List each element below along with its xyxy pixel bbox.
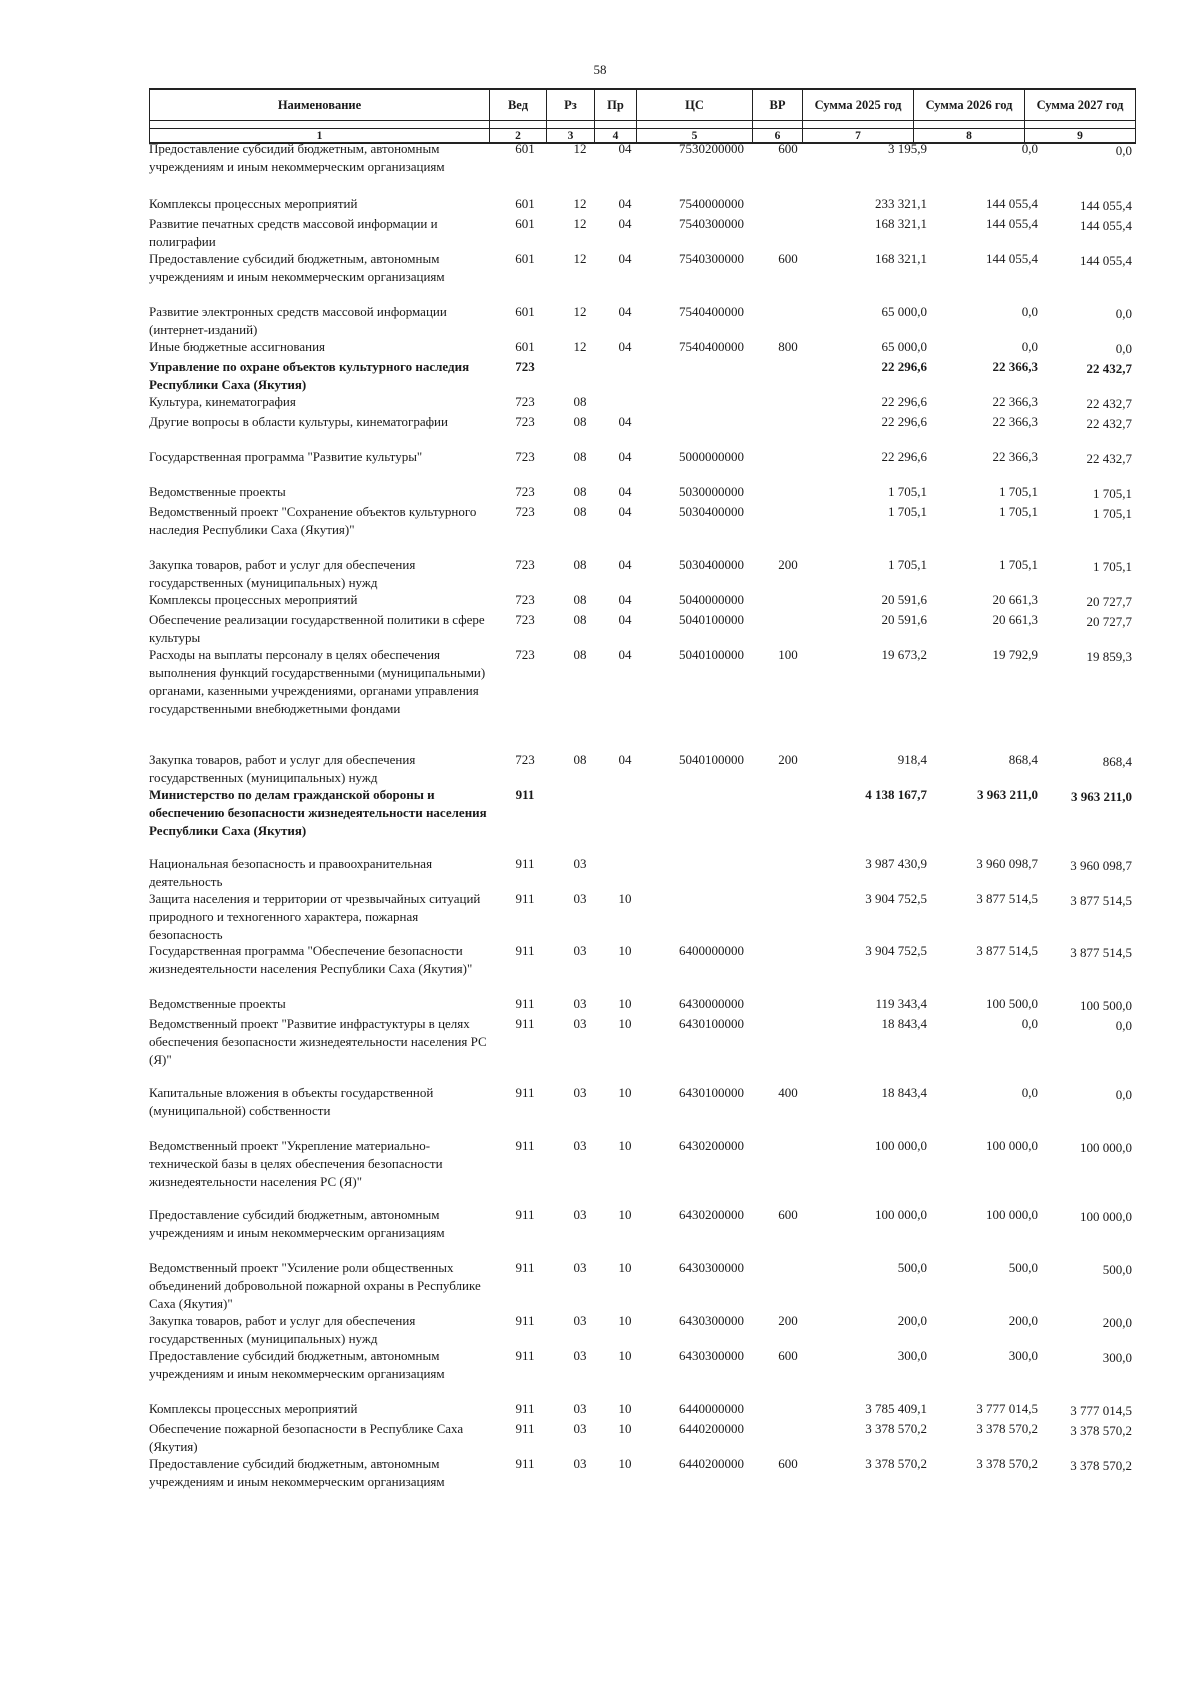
table-cell-cs: 6400000000	[679, 943, 744, 958]
table-cell-vr: 200	[778, 557, 798, 572]
table-cell-pr: 04	[618, 196, 632, 211]
table-cell-sum-2026: 20 661,3	[992, 592, 1038, 607]
table-cell-name: Управление по охране объектов культурного наследия Республики Саха (Якутия)	[149, 359, 470, 392]
table-cell-sum-2025: 3 378 570,2	[865, 1456, 927, 1471]
table-cell-sum-2027: 1 705,1	[1093, 486, 1132, 501]
table-cell-cs: 6430200000	[679, 1138, 744, 1153]
table-cell-ved: 911	[515, 1401, 535, 1416]
table-cell-sum-2026: 3 378 570,2	[976, 1421, 1038, 1436]
table-cell-rz: 03	[573, 1456, 587, 1471]
table-cell-name: Предоставление субсидий бюджетным, автономным учреждениям и иным некоммерческим организациям	[149, 251, 445, 284]
table-cell-cs: 6430100000	[679, 1016, 744, 1031]
table-cell-sum-2027: 22 432,7	[1086, 451, 1132, 466]
table-cell-sum-2025: 20 591,6	[881, 612, 927, 627]
table-cell-name: Капитальные вложения в объекты государственной (муниципальной) собственности	[149, 1085, 434, 1118]
table-cell-sum-2027: 144 055,4	[1080, 253, 1132, 268]
table-cell-pr: 04	[618, 339, 632, 354]
table-cell-sum-2025: 22 296,6	[881, 449, 927, 464]
table-cell-ved: 911	[515, 943, 535, 958]
table-cell-sum-2025: 65 000,0	[881, 339, 927, 354]
table-cell-sum-2025: 3 195,9	[888, 141, 927, 156]
table-cell-sum-2027: 144 055,4	[1080, 218, 1132, 233]
table-cell-sum-2025: 19 673,2	[881, 647, 927, 662]
table-cell-name: Обеспечение пожарной безопасности в Республике Саха (Якутия)	[149, 1421, 464, 1454]
table-cell-pr: 10	[618, 1401, 632, 1416]
column-header-name: Наименование	[150, 89, 490, 121]
table-cell-pr: 10	[618, 1313, 632, 1328]
table-cell-cs: 5030400000	[679, 504, 744, 519]
table-cell-sum-2027: 3 877 514,5	[1070, 893, 1132, 908]
table-cell-pr: 10	[618, 1421, 632, 1436]
table-cell-sum-2026: 3 378 570,2	[976, 1456, 1038, 1471]
table-cell-ved: 911	[515, 1456, 535, 1471]
table-cell-pr: 10	[618, 996, 632, 1011]
column-header-cs: ЦС	[637, 89, 753, 121]
table-cell-cs: 6430300000	[679, 1260, 744, 1275]
table-cell-sum-2026: 100 000,0	[986, 1138, 1038, 1153]
table-cell-ved: 723	[515, 612, 535, 627]
table-cell-vr: 600	[778, 141, 798, 156]
table-cell-sum-2025: 1 705,1	[888, 557, 927, 572]
table-cell-name: Обеспечение реализации государственной политики в сфере культуры	[149, 612, 485, 645]
table-cell-sum-2027: 3 960 098,7	[1070, 858, 1132, 873]
table-cell-cs: 5040000000	[679, 592, 744, 607]
table-cell-sum-2025: 233 321,1	[875, 196, 927, 211]
table-cell-pr: 04	[618, 251, 632, 266]
column-number: 7	[803, 129, 914, 144]
table-cell-sum-2026: 144 055,4	[986, 196, 1038, 211]
table-cell-sum-2026: 22 366,3	[992, 414, 1038, 429]
table-cell-rz: 08	[573, 414, 587, 429]
table-cell-vr: 600	[778, 1456, 798, 1471]
table-cell-ved: 911	[515, 1260, 535, 1275]
table-cell-ved: 911	[515, 787, 535, 802]
table-cell-ved: 911	[515, 1207, 535, 1222]
table-cell-ved: 601	[515, 141, 535, 156]
column-header-vr: ВР	[753, 89, 803, 121]
table-cell-sum-2027: 868,4	[1102, 754, 1132, 769]
table-cell-sum-2027: 3 777 014,5	[1070, 1403, 1132, 1418]
table-cell-sum-2025: 22 296,6	[881, 394, 927, 409]
table-cell-rz: 03	[573, 1348, 587, 1363]
table-cell-rz: 12	[573, 339, 587, 354]
table-cell-rz: 03	[573, 1207, 587, 1222]
column-header-sum-2026: Сумма 2026 год	[914, 89, 1025, 121]
table-cell-sum-2026: 1 705,1	[999, 504, 1038, 519]
table-cell-name: Ведомственный проект "Развитие инфрастуктуры в целях обеспечения безопасности жизнедеятельности населения РС (Я)"	[149, 1016, 487, 1067]
page-number: 58	[593, 62, 607, 77]
table-cell-sum-2025: 100 000,0	[875, 1138, 927, 1153]
table-cell-sum-2025: 100 000,0	[875, 1207, 927, 1222]
table-cell-name: Закупка товаров, работ и услуг для обеспечения государственных (муниципальных) нужд	[149, 1313, 416, 1346]
table-cell-name: Комплексы процессных мероприятий	[149, 592, 358, 607]
table-cell-sum-2026: 200,0	[1008, 1313, 1038, 1328]
table-cell-sum-2026: 22 366,3	[992, 394, 1038, 409]
table-cell-pr: 04	[618, 612, 632, 627]
table-cell-pr: 10	[618, 1138, 632, 1153]
table-cell-cs: 6440000000	[679, 1401, 744, 1416]
table-cell-sum-2027: 3 963 211,0	[1070, 789, 1132, 804]
table-cell-sum-2027: 20 727,7	[1086, 614, 1132, 629]
table-cell-sum-2025: 3 378 570,2	[865, 1421, 927, 1436]
table-cell-rz: 08	[573, 484, 587, 499]
table-cell-sum-2026: 22 366,3	[992, 449, 1038, 464]
table-cell-pr: 10	[618, 1085, 632, 1100]
table-cell-sum-2025: 300,0	[897, 1348, 927, 1363]
table-cell-cs: 7530200000	[679, 141, 744, 156]
table-cell-rz: 03	[573, 996, 587, 1011]
table-header	[149, 88, 1136, 144]
column-header-sum-2025: Сумма 2025 год	[803, 89, 914, 121]
column-number: 2	[490, 129, 547, 144]
table-cell-sum-2027: 0,0	[1115, 1087, 1132, 1102]
table-cell-sum-2026: 20 661,3	[992, 612, 1038, 627]
column-header-sum-2027: Сумма 2027 год	[1025, 89, 1136, 121]
table-cell-sum-2027: 19 859,3	[1086, 649, 1132, 664]
table-cell-sum-2025: 918,4	[897, 752, 927, 767]
table-cell-name: Закупка товаров, работ и услуг для обеспечения государственных (муниципальных) нужд	[149, 752, 416, 785]
table-cell-cs: 5040100000	[679, 612, 744, 627]
table-cell-pr: 04	[618, 752, 632, 767]
table-cell-name: Государственная программа "Развитие культуры"	[149, 449, 423, 464]
table-cell-ved: 601	[515, 304, 535, 319]
table-cell-sum-2026: 3 877 514,5	[976, 943, 1038, 958]
table-cell-sum-2026: 0,0	[1021, 1016, 1038, 1031]
table-cell-vr: 800	[778, 339, 798, 354]
table-cell-pr: 10	[618, 891, 632, 906]
column-number: 3	[547, 129, 595, 144]
table-cell-sum-2027: 100 000,0	[1080, 1140, 1132, 1155]
table-cell-sum-2026: 3 877 514,5	[976, 891, 1038, 906]
column-header-ved: Вед	[490, 89, 547, 121]
column-header-rz: Рз	[547, 89, 595, 121]
table-cell-sum-2027: 0,0	[1115, 306, 1132, 321]
table-cell-rz: 08	[573, 592, 587, 607]
table-cell-ved: 723	[515, 359, 535, 374]
table-cell-cs: 6430000000	[679, 996, 744, 1011]
table-cell-rz: 08	[573, 752, 587, 767]
table-cell-pr: 10	[618, 1016, 632, 1031]
table-cell-sum-2027: 500,0	[1102, 1262, 1132, 1277]
table-cell-name: Комплексы процессных мероприятий	[149, 1401, 358, 1416]
table-cell-sum-2026: 22 366,3	[992, 359, 1038, 374]
column-number: 9	[1025, 129, 1136, 144]
table-cell-pr: 10	[618, 1456, 632, 1471]
table-cell-sum-2026: 144 055,4	[986, 251, 1038, 266]
table-cell-pr: 10	[618, 1207, 632, 1222]
table-cell-name: Культура, кинематография	[149, 394, 296, 409]
table-cell-pr: 04	[618, 484, 632, 499]
table-cell-name: Государственная программа "Обеспечение безопасности жизнедеятельности населения Республики Саха (Якутия)"	[149, 943, 473, 976]
table-cell-name: Закупка товаров, работ и услуг для обеспечения государственных (муниципальных) нужд	[149, 557, 416, 590]
column-header-pr: Пр	[595, 89, 637, 121]
table-cell-cs: 7540400000	[679, 339, 744, 354]
table-cell-name: Ведомственные проекты	[149, 484, 286, 499]
table-cell-ved: 723	[515, 449, 535, 464]
table-cell-name: Ведомственный проект "Сохранение объектов культурного наследия Республики Саха (Якутия)"	[149, 504, 477, 537]
table-cell-vr: 400	[778, 1085, 798, 1100]
table-cell-sum-2027: 0,0	[1115, 143, 1132, 158]
table-cell-ved: 911	[515, 1016, 535, 1031]
table-cell-ved: 911	[515, 856, 535, 871]
table-cell-sum-2026: 0,0	[1021, 304, 1038, 319]
table-cell-name: Министерство по делам гражданской обороны и обеспечению безопасности жизнедеятельности населения Республики Саха (Якутия)	[149, 787, 487, 838]
table-cell-sum-2027: 22 432,7	[1086, 396, 1132, 411]
table-cell-cs: 6430200000	[679, 1207, 744, 1222]
table-cell-cs: 7540300000	[679, 251, 744, 266]
table-cell-sum-2025: 3 904 752,5	[865, 891, 927, 906]
table-cell-sum-2025: 22 296,6	[881, 359, 927, 374]
table-cell-sum-2027: 3 378 570,2	[1070, 1458, 1132, 1473]
table-cell-sum-2027: 22 432,7	[1086, 361, 1132, 376]
table-cell-sum-2026: 3 777 014,5	[976, 1401, 1038, 1416]
table-cell-cs: 5040100000	[679, 647, 744, 662]
table-cell-sum-2027: 300,0	[1102, 1350, 1132, 1365]
table-cell-ved: 601	[515, 196, 535, 211]
table-cell-name: Ведомственный проект "Укрепление материально-технической базы в целях обеспечения безопасности жизнедеятельности населения РС (Я)"	[149, 1138, 443, 1189]
table-cell-name: Предоставление субсидий бюджетным, автономным учреждениям и иным некоммерческим организациям	[149, 141, 445, 174]
table-cell-sum-2027: 20 727,7	[1086, 594, 1132, 609]
table-cell-sum-2026: 144 055,4	[986, 216, 1038, 231]
table-cell-name: Иные бюджетные ассигнования	[149, 339, 326, 354]
table-cell-sum-2026: 0,0	[1021, 1085, 1038, 1100]
table-cell-sum-2025: 3 785 409,1	[865, 1401, 927, 1416]
table-cell-cs: 6430100000	[679, 1085, 744, 1100]
table-cell-ved: 723	[515, 394, 535, 409]
table-cell-sum-2025: 4 138 167,7	[865, 787, 927, 802]
table-cell-sum-2026: 100 500,0	[986, 996, 1038, 1011]
table-cell-ved: 723	[515, 504, 535, 519]
table-cell-sum-2027: 1 705,1	[1093, 506, 1132, 521]
table-cell-name: Предоставление субсидий бюджетным, автономным учреждениям и иным некоммерческим организациям	[149, 1348, 445, 1381]
table-cell-cs: 5030400000	[679, 557, 744, 572]
table-cell-ved: 911	[515, 891, 535, 906]
table-cell-sum-2027: 100 000,0	[1080, 1209, 1132, 1224]
table-cell-rz: 03	[573, 1138, 587, 1153]
table-cell-ved: 601	[515, 339, 535, 354]
table-cell-sum-2026: 1 705,1	[999, 557, 1038, 572]
table-cell-name: Ведомственный проект "Усиление роли общественных объединений добровольной пожарной охраны в Республике Саха (Якутия)"	[149, 1260, 481, 1311]
table-cell-cs: 7540300000	[679, 216, 744, 231]
table-cell-sum-2027: 22 432,7	[1086, 416, 1132, 431]
table-cell-ved: 911	[515, 1313, 535, 1328]
table-cell-rz: 03	[573, 891, 587, 906]
table-cell-sum-2026: 3 960 098,7	[976, 856, 1038, 871]
table-cell-sum-2025: 3 904 752,5	[865, 943, 927, 958]
table-cell-sum-2025: 168 321,1	[875, 216, 927, 231]
table-cell-ved: 601	[515, 251, 535, 266]
table-cell-pr: 04	[618, 647, 632, 662]
table-cell-sum-2027: 0,0	[1115, 341, 1132, 356]
table-cell-rz: 08	[573, 394, 587, 409]
table-cell-rz: 08	[573, 647, 587, 662]
table-cell-sum-2025: 22 296,6	[881, 414, 927, 429]
table-cell-cs: 6440200000	[679, 1456, 744, 1471]
table-cell-rz: 12	[573, 251, 587, 266]
table-cell-sum-2026: 0,0	[1021, 339, 1038, 354]
column-number: 4	[595, 129, 637, 144]
table-cell-name: Национальная безопасность и правоохранительная деятельность	[149, 856, 433, 889]
table-cell-vr: 200	[778, 1313, 798, 1328]
table-cell-rz: 08	[573, 449, 587, 464]
table-cell-rz: 08	[573, 504, 587, 519]
table-cell-pr: 04	[618, 414, 632, 429]
table-cell-ved: 723	[515, 414, 535, 429]
table-cell-pr: 04	[618, 449, 632, 464]
table-cell-sum-2025: 65 000,0	[881, 304, 927, 319]
table-cell-ved: 911	[515, 1348, 535, 1363]
table-cell-ved: 723	[515, 484, 535, 499]
table-cell-pr: 04	[618, 141, 632, 156]
table-cell-ved: 911	[515, 1421, 535, 1436]
table-cell-rz: 08	[573, 612, 587, 627]
column-number: 6	[753, 129, 803, 144]
table-cell-pr: 10	[618, 943, 632, 958]
table-cell-cs: 5000000000	[679, 449, 744, 464]
table-cell-sum-2027: 1 705,1	[1093, 559, 1132, 574]
table-cell-sum-2027: 144 055,4	[1080, 198, 1132, 213]
table-cell-sum-2026: 300,0	[1008, 1348, 1038, 1363]
table-cell-rz: 03	[573, 1313, 587, 1328]
table-cell-pr: 04	[618, 592, 632, 607]
table-cell-sum-2025: 200,0	[897, 1313, 927, 1328]
table-cell-sum-2027: 3 877 514,5	[1070, 945, 1132, 960]
table-cell-sum-2025: 20 591,6	[881, 592, 927, 607]
table-cell-sum-2025: 3 987 430,9	[865, 856, 927, 871]
table-cell-rz: 03	[573, 1085, 587, 1100]
table-cell-rz: 03	[573, 1401, 587, 1416]
table-cell-name: Предоставление субсидий бюджетным, автономным учреждениям и иным некоммерческим организациям	[149, 1456, 445, 1489]
table-cell-sum-2026: 3 963 211,0	[976, 787, 1038, 802]
table-cell-vr: 600	[778, 251, 798, 266]
table-cell-sum-2026: 19 792,9	[992, 647, 1038, 662]
table-cell-name: Предоставление субсидий бюджетным, автономным учреждениям и иным некоммерческим организациям	[149, 1207, 445, 1240]
table-cell-sum-2025: 18 843,4	[881, 1016, 927, 1031]
table-cell-rz: 03	[573, 1260, 587, 1275]
table-cell-name: Ведомственные проекты	[149, 996, 286, 1011]
table-cell-vr: 200	[778, 752, 798, 767]
table-cell-ved: 911	[515, 996, 535, 1011]
table-cell-pr: 04	[618, 304, 632, 319]
table-cell-sum-2026: 1 705,1	[999, 484, 1038, 499]
table-cell-pr: 10	[618, 1260, 632, 1275]
table-cell-name: Расходы на выплаты персоналу в целях обеспечения выполнения функций государственными (муниципальными) органами, казенными учреждениями, органами управления государственными внебюджетными фондами	[149, 647, 486, 716]
table-cell-ved: 601	[515, 216, 535, 231]
table-cell-name: Другие вопросы в области культуры, кинематографии	[149, 414, 448, 429]
table-cell-ved: 723	[515, 752, 535, 767]
table-cell-vr: 600	[778, 1348, 798, 1363]
column-number: 1	[150, 129, 490, 144]
table-cell-sum-2026: 868,4	[1008, 752, 1038, 767]
column-number: 8	[914, 129, 1025, 144]
table-cell-name: Развитие печатных средств массовой информации и полиграфии	[149, 216, 438, 249]
table-cell-sum-2025: 1 705,1	[888, 504, 927, 519]
table-cell-rz: 08	[573, 557, 587, 572]
table-cell-ved: 911	[515, 1138, 535, 1153]
table-cell-pr: 04	[618, 504, 632, 519]
table-cell-name: Развитие электронных средств массовой информации (интернет-изданий)	[149, 304, 447, 337]
table-cell-rz: 12	[573, 304, 587, 319]
column-number: 5	[637, 129, 753, 144]
table-cell-sum-2026: 100 000,0	[986, 1207, 1038, 1222]
table-cell-sum-2025: 500,0	[897, 1260, 927, 1275]
table-cell-cs: 5040100000	[679, 752, 744, 767]
table-cell-rz: 03	[573, 1016, 587, 1031]
table-cell-sum-2025: 119 343,4	[875, 996, 927, 1011]
table-cell-cs: 5030000000	[679, 484, 744, 499]
table-cell-sum-2027: 200,0	[1102, 1315, 1132, 1330]
table-cell-rz: 03	[573, 856, 587, 871]
table-cell-ved: 723	[515, 557, 535, 572]
table-cell-vr: 100	[778, 647, 798, 662]
table-cell-name: Комплексы процессных мероприятий	[149, 196, 358, 211]
table-cell-rz: 03	[573, 1421, 587, 1436]
table-cell-ved: 723	[515, 647, 535, 662]
table-cell-pr: 04	[618, 557, 632, 572]
table-cell-cs: 6430300000	[679, 1313, 744, 1328]
table-cell-pr: 10	[618, 1348, 632, 1363]
table-cell-sum-2025: 168 321,1	[875, 251, 927, 266]
table-cell-ved: 723	[515, 592, 535, 607]
table-cell-vr: 600	[778, 1207, 798, 1222]
table-cell-name: Защита населения и территории от чрезвычайных ситуаций природного и техногенного характера, пожарная безопасность	[149, 891, 481, 942]
table-cell-sum-2026: 0,0	[1021, 141, 1038, 156]
table-cell-rz: 03	[573, 943, 587, 958]
table-cell-rz: 12	[573, 216, 587, 231]
table-cell-pr: 04	[618, 216, 632, 231]
table-cell-sum-2025: 1 705,1	[888, 484, 927, 499]
table-cell-sum-2026: 500,0	[1008, 1260, 1038, 1275]
table-cell-rz: 12	[573, 196, 587, 211]
table-cell-cs: 7540000000	[679, 196, 744, 211]
table-cell-sum-2027: 0,0	[1115, 1018, 1132, 1033]
table-cell-cs: 6430300000	[679, 1348, 744, 1363]
table-cell-sum-2027: 100 500,0	[1080, 998, 1132, 1013]
table-cell-cs: 7540400000	[679, 304, 744, 319]
table-cell-cs: 6440200000	[679, 1421, 744, 1436]
table-cell-rz: 12	[573, 141, 587, 156]
table-cell-sum-2025: 18 843,4	[881, 1085, 927, 1100]
table-cell-sum-2027: 3 378 570,2	[1070, 1423, 1132, 1438]
table-cell-ved: 911	[515, 1085, 535, 1100]
